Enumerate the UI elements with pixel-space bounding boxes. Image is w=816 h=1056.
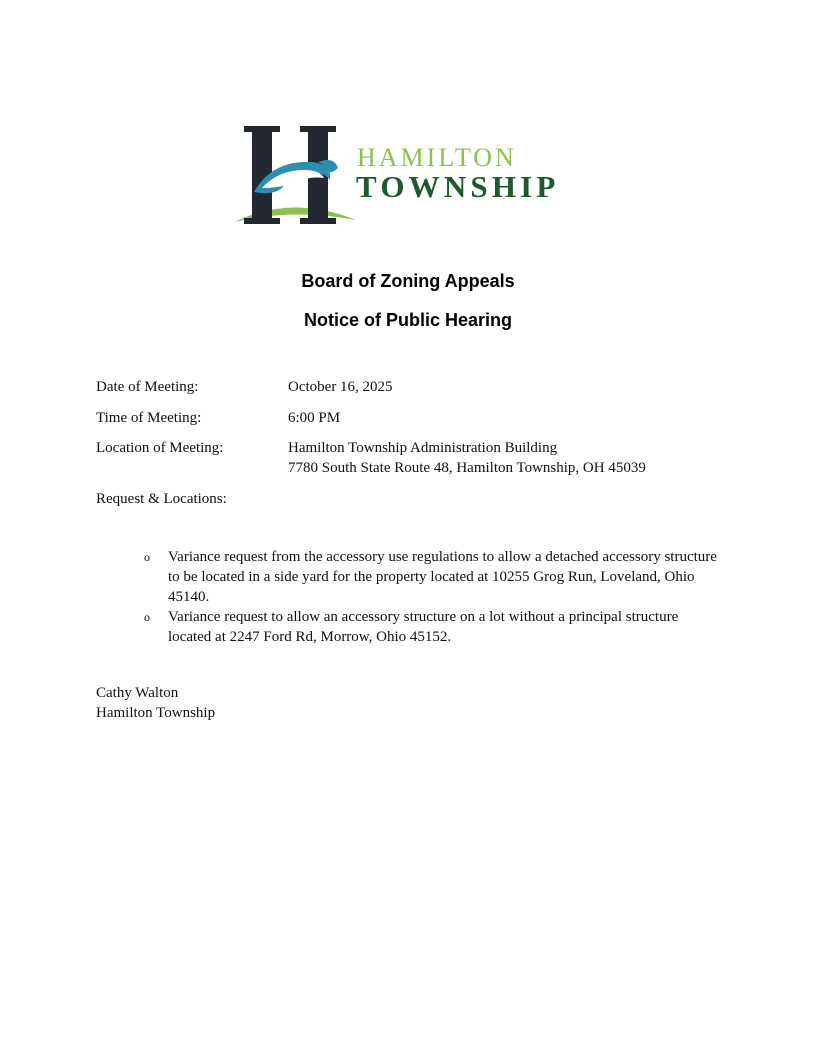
location-building: Hamilton Township Administration Building [288,440,558,456]
page-subtitle: Notice of Public Hearing [303,310,513,330]
signature-name: Cathy Walton [96,685,179,701]
signature-organization: Hamilton Township [96,705,216,721]
time-value: 6:00 PM [288,410,341,426]
location-address: 7780 South State Route 48, Hamilton Township, OH 45039 [288,460,646,476]
request-text: Variance request from the accessory use regulations to allow a detached accessory structure to be located in a side yard for the property located at 10255 Grog Run, Loveland, Ohio 45140. [168,549,717,605]
requests-label: Request & Locations: [96,491,227,507]
page-title: Board of Zoning Appeals [301,271,515,291]
request-list [144,547,724,647]
time-label: Time of Meeting: [96,410,202,426]
date-value: October 16, 2025 [288,379,393,395]
list-item [144,607,724,647]
list-item [144,547,724,607]
date-label: Date of Meeting: [96,379,199,395]
bullet-icon: o [144,550,150,564]
logo-word-hamilton: HAMILTON [357,143,517,172]
township-logo [232,122,592,230]
logo-word-township: TOWNSHIP [356,169,560,204]
bullet-icon: o [144,610,150,624]
request-text: Variance request to allow an accessory structure on a lot without a principal structure located at 2247 Ford Rd, Morrow, Ohio 45152. [168,609,679,645]
location-label: Location of Meeting: [96,440,224,456]
